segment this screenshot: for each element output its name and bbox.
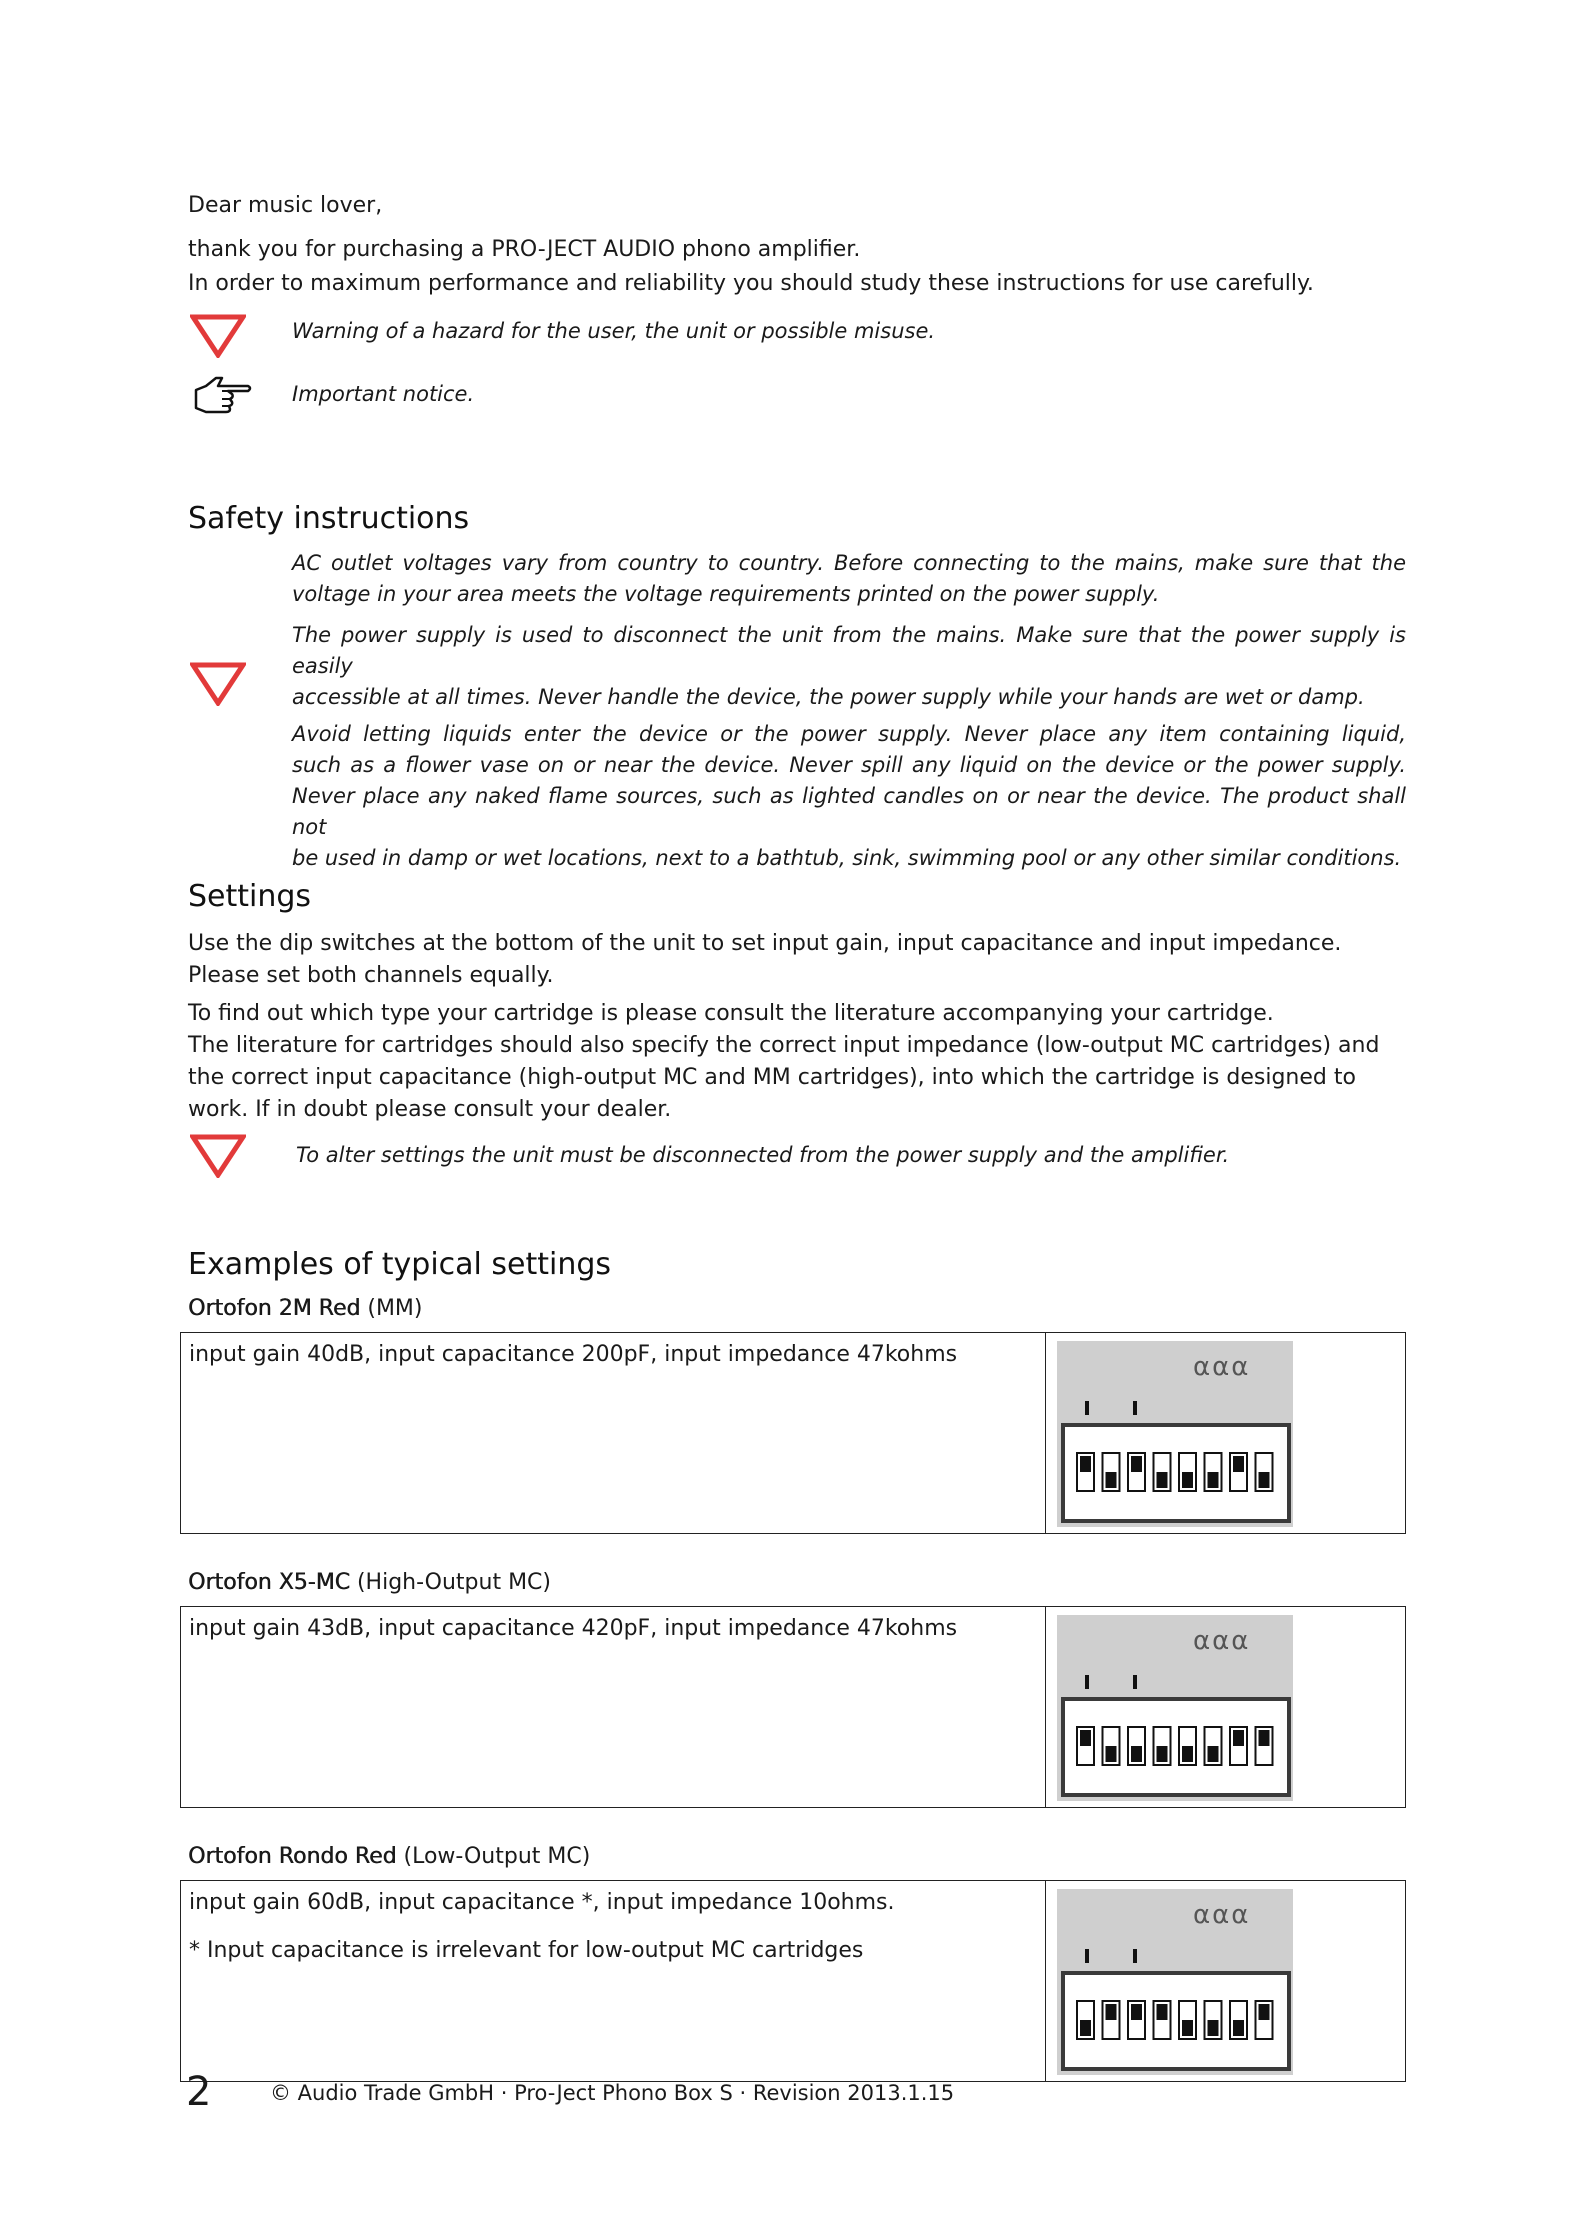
dip-switch-knob-up [1080,1730,1091,1746]
dip-switch-knob-up [1080,1456,1091,1472]
settings-block [188,928,1408,1126]
safety-p2-line2: accessible at all times. Never handle the device, the power supply while your hands are wet or damp. [292,685,1365,709]
settings-heading: Settings [188,879,312,914]
dip-switch-knob-down [1233,2020,1244,2036]
warning-triangle-icon [190,1134,246,1178]
channel-mark [1133,1401,1137,1415]
examples-heading: Examples of typical settings [188,1247,612,1282]
example-box-2 [180,1606,1406,1808]
dip-switch-knob-up [1106,2004,1117,2020]
pointing-hand-icon [192,372,254,416]
cartridge-type: (High-Output MC) [356,1570,551,1595]
settings-p1-line1: Use the dip switches at the bottom of the unit to set input gain, input capacitance and input impedance. [188,931,1342,956]
example-box-1 [180,1332,1406,1534]
dip-switch-knob-down [1208,1746,1219,1762]
page-number: 2 [186,2069,212,2115]
dip-switch-knob-up [1233,1730,1244,1746]
channel-mark [1085,1949,1089,1963]
dip-switch-knob-up [1131,2004,1142,2020]
dip-switch-knob-down [1080,2020,1091,2036]
dip-switch-knob-down [1106,1472,1117,1488]
footer-text: © Audio Trade GmbH · Pro-Ject Phono Box S · Revision 2013.1.15 [270,2081,955,2105]
intro-line-1: thank you for purchasing a PRO-JECT AUDIO phono amplifier. [188,237,861,262]
settings-warning-text: To alter settings the unit must be disconnected from the power supply and the amplifier. [296,1143,1230,1167]
notice-legend-text: Important notice. [292,382,475,406]
cartridge-type: (MM) [367,1296,423,1321]
dip-switch-knob-down [1106,1746,1117,1762]
channel-mark [1085,1401,1089,1415]
safety-p3-line3: Never place any naked flame sources, such as lighted candles on or near the device. The product shall not [292,784,1406,839]
settings-p2-line1: To find out which type your cartridge is please consult the literature accompanying your cartridge. [188,1001,1274,1026]
dip-switch-knob-up [1259,2004,1270,2020]
example-note: * Input capacitance is irrelevant for low-output MC cartridges [189,1938,864,1963]
dip-header-label: ααα [1193,1900,1251,1930]
example-box-3 [180,1880,1406,2082]
dip-header-label: ααα [1193,1626,1251,1656]
warning-triangle-icon [190,314,246,358]
safety-heading: Safety instructions [188,501,470,536]
example-description: input gain 43dB, input capacitance 420pF, input impedance 47kohms [189,1616,958,1641]
warning-triangle-icon [190,662,246,706]
dip-switch-knob-down [1259,1472,1270,1488]
channel-mark [1085,1675,1089,1689]
dip-switch-knob-down [1157,1472,1168,1488]
dip-switch-knob-up [1131,1456,1142,1472]
dip-switch-knob-up [1157,2004,1168,2020]
dip-switch-knob-down [1182,2020,1193,2036]
cartridge-label-3 [188,1842,590,1872]
safety-p1-line1: AC outlet voltages vary from country to country. Before connecting to the mains, make sure that the [292,551,1406,575]
safety-block [292,548,1406,874]
dip-switch-knob-down [1208,1472,1219,1488]
dip-switch-knob-down [1208,2020,1219,2036]
intro-line-2: In order to maximum performance and reliability you should study these instructions for use carefully. [188,271,1314,296]
dip-switch-diagram-2 [1057,1615,1293,1801]
channel-mark [1133,1675,1137,1689]
settings-p1-line2: Please set both channels equally. [188,963,554,988]
dip-header-label: ααα [1193,1352,1251,1382]
cartridge-type: (Low-Output MC) [403,1844,591,1869]
settings-p2-line2: The literature for cartridges should also specify the correct input impedance (low-output MC cartridges) and [188,1033,1380,1058]
safety-p2-line1: The power supply is used to disconnect the unit from the mains. Make sure that the power supply is easily [292,623,1406,678]
cartridge-model: Ortofon 2M Red [188,1296,361,1321]
dip-switch-knob-down [1157,1746,1168,1762]
dip-switch-knob-down [1182,1746,1193,1762]
safety-p3-line2: such as a flower vase on or near the device. Never spill any liquid on the device or the power supply. [292,753,1406,777]
dip-switch-knob-down [1131,1746,1142,1762]
safety-p3-line1: Avoid letting liquids enter the device or the power supply. Never place any item containing liquid, [292,722,1406,746]
greeting: Dear music lover, [188,193,383,218]
dip-switch-diagram-3 [1057,1889,1293,2075]
safety-p3-line4: be used in damp or wet locations, next to a bathtub, sink, swimming pool or any other similar conditions. [292,846,1402,870]
dip-switch-knob-up [1259,1730,1270,1746]
cartridge-label-2 [188,1568,551,1598]
cartridge-model: Ortofon X5-MC [188,1570,350,1595]
channel-mark [1133,1949,1137,1963]
dip-switch-knob-up [1233,1456,1244,1472]
example-description: input gain 60dB, input capacitance *, input impedance 10ohms. [189,1890,895,1915]
box-divider [1045,1607,1046,1807]
settings-p2-line4: work. If in doubt please consult your dealer. [188,1097,672,1122]
box-divider [1045,1333,1046,1533]
box-divider [1045,1881,1046,2081]
cartridge-model: Ortofon Rondo Red [188,1844,397,1869]
settings-p2-line3: the correct input capacitance (high-output MC and MM cartridges), into which the cartridge is designed to [188,1065,1356,1090]
cartridge-label-1 [188,1294,423,1324]
dip-switch-diagram-1 [1057,1341,1293,1527]
safety-p1-line2: voltage in your area meets the voltage requirements printed on the power supply. [292,582,1160,606]
warning-legend-text: Warning of a hazard for the user, the unit or possible misuse. [292,319,936,343]
dip-switch-knob-down [1182,1472,1193,1488]
example-description: input gain 40dB, input capacitance 200pF, input impedance 47kohms [189,1342,958,1367]
